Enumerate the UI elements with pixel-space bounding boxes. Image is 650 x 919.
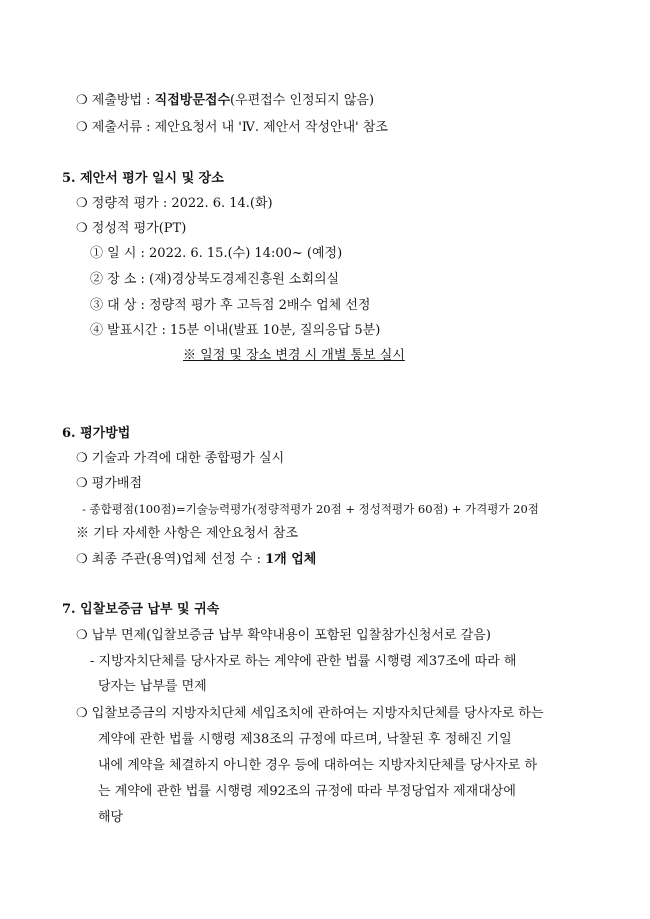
submission-method-value: 직접방문접수 (154, 93, 231, 108)
qualitative-evaluation: ❍ 정성적 평가(PT) (76, 221, 187, 236)
score-formula: - 종합평점(100점)=기술능력평가(정량적평가 20점 + 정성적평가 60점) + 가격평가 20점 (82, 502, 539, 516)
exemption-basis-line-1: - 지방자치단체를 당사자로 하는 계약에 관한 법률 시행령 제37조에 따라 해 (90, 654, 517, 669)
deposit-revenue-line-3: 내에 계약을 체결하지 아니한 경우 등에 대하여는 지방자치단체를 당사자로 하 (98, 758, 538, 773)
section-6-heading: 6. 평가방법 (62, 426, 131, 441)
final-selection-count (76, 551, 316, 569)
submission-documents: ❍ 제출서류 : 제안요청서 내 'Ⅳ. 제안서 작성안내' 참조 (76, 120, 388, 135)
section-5-heading: 5. 제안서 평가 일시 및 장소 (62, 171, 224, 186)
comprehensive-evaluation: ❍ 기술과 가격에 대한 종합평가 실시 (76, 451, 285, 466)
deposit-revenue-line-4: 는 계약에 관한 법률 시행령 제92조의 규정에 따라 부정당업자 제재대상에 (98, 784, 516, 799)
exemption-basis-line-2: 당자는 납부를 면제 (98, 679, 207, 694)
final-selection-value: 1개 업체 (265, 552, 317, 567)
evaluation-place: ② 장 소 : (재)경상북도경제진흥원 소회의실 (90, 272, 340, 287)
schedule-change-note: ※ 일정 및 장소 변경 시 개별 통보 실시 (183, 348, 405, 363)
score-allocation: ❍ 평가배점 (76, 476, 143, 491)
quantitative-evaluation: ❍ 정량적 평가 : 2022. 6. 14.(화) (76, 196, 273, 211)
final-selection-label: ❍ 최종 주관(용역)업체 선정 수 : (76, 552, 266, 567)
section-7-heading: 7. 입찰보증금 납부 및 귀속 (62, 602, 220, 617)
evaluation-target: ③ 대 상 : 정량적 평가 후 고득점 2배수 업체 선정 (90, 298, 371, 313)
deposit-revenue-line-1: ❍ 입찰보증금의 지방자치단체 세입조치에 관하여는 지방자치단체를 당사자로 하는 (76, 706, 544, 721)
submission-method-note: (우편접수 인정되지 않음) (230, 93, 375, 108)
submission-method (76, 92, 374, 110)
evaluation-date: ① 일 시 : 2022. 6. 15.(수) 14:00~ (예정) (90, 246, 343, 261)
presentation-time: ④ 발표시간 : 15분 이내(발표 10분, 질의응답 5분) (90, 323, 381, 338)
deposit-revenue-line-5: 해당 (98, 810, 124, 825)
deposit-exemption: ❍ 납부 면제(입찰보증금 납부 확약내용이 포함된 입찰참가신청서로 갈음) (76, 628, 491, 643)
deposit-revenue-line-2: 계약에 관한 법률 시행령 제38조의 규정에 따르며, 낙찰된 후 정해진 기일 (98, 732, 512, 747)
details-note: ※ 기타 자세한 사항은 제안요청서 참조 (76, 526, 299, 541)
submission-method-label: ❍ 제출방법 : (76, 93, 155, 108)
